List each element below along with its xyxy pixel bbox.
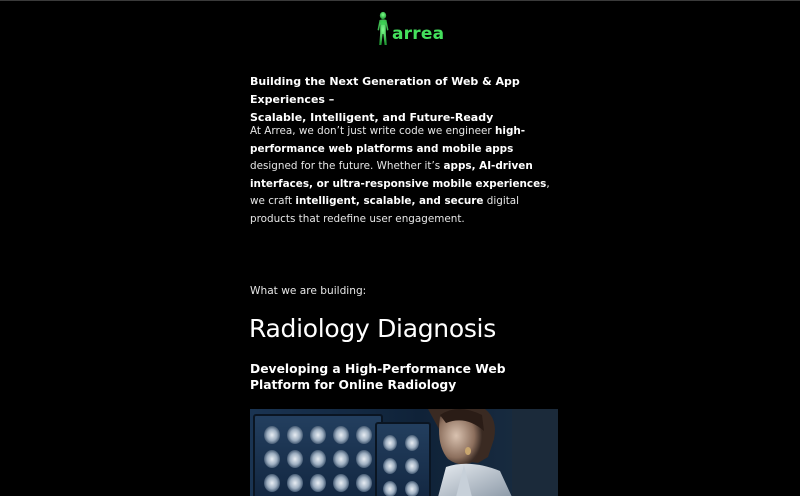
section-label: What we are building: xyxy=(250,285,367,297)
project-title: Radiology Diagnosis xyxy=(249,314,496,343)
project-image xyxy=(250,409,558,496)
brand-logo[interactable] xyxy=(372,11,444,47)
hero-headline-line1: Building the Next Generation of Web & App Experiences – xyxy=(250,75,520,106)
intro-text-2: designed for the future. Whether it’s xyxy=(250,160,444,173)
hero-intro xyxy=(250,123,560,229)
humanoid-figure-icon xyxy=(372,11,394,47)
intro-text-3: , we craft xyxy=(250,177,550,208)
project-subtitle: Developing a High-Performance Web Platform for Online Radiology xyxy=(250,362,506,392)
intro-bold-3: intelligent, scalable, and secure xyxy=(295,195,484,208)
hero-headline xyxy=(250,73,560,127)
brand-name: arrea xyxy=(392,24,445,44)
intro-text-4: digital products that redefine user engagement. xyxy=(250,195,520,225)
intro-bold-2: apps, AI-driven interfaces, or ultra-responsive mobile experiences xyxy=(250,160,547,190)
intro-text-1: At Arrea, we don’t just write code we engineer xyxy=(250,125,495,137)
hero-headline-line2: Scalable, Intelligent, and Future-Ready xyxy=(250,111,494,124)
intro-bold-1: high-performance web platforms and mobile apps xyxy=(250,125,526,155)
radiologist-viewing-brain-scans-image xyxy=(250,409,558,496)
